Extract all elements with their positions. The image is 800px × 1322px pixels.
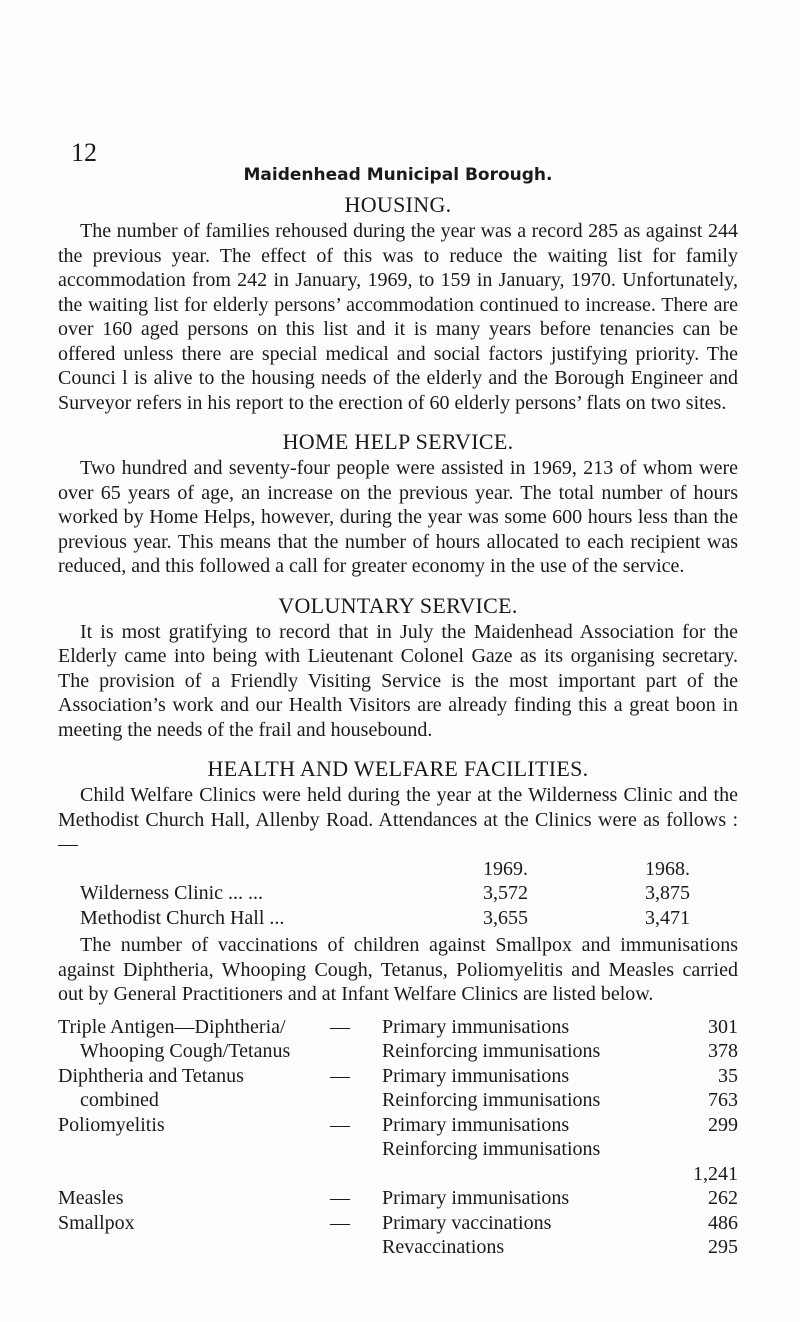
immunisation-count: 262: [708, 1187, 738, 1209]
vaccine-name-cont: combined: [80, 1089, 159, 1111]
section-heading-home-help: HOME HELP SERVICE.: [282, 429, 514, 454]
immunisation-count: 486: [708, 1211, 738, 1234]
immunisation-type: Primary immunisations: [382, 1064, 570, 1087]
immunisation-type: Revaccinations: [382, 1236, 505, 1258]
document-body: [58, 165, 738, 1260]
vaccine-name: Triple Antigen—Diphtheria/: [58, 1015, 286, 1038]
immunisation-count: 295: [708, 1236, 738, 1258]
vaccination-group-smallpox: [58, 1211, 738, 1260]
year-1968-header: 1968.: [645, 857, 690, 880]
attendance-table: [58, 857, 738, 931]
immunisation-type: Reinforcing immunisations: [382, 1040, 601, 1062]
attendance-row: [58, 881, 738, 906]
attendance-1968: 3,875: [645, 882, 690, 904]
dash: —: [330, 1015, 350, 1038]
attendance-header-row: [58, 857, 738, 882]
year-1969-header: 1969.: [483, 857, 528, 880]
immunisation-count: 1,241: [693, 1162, 738, 1185]
immunisation-count: 378: [708, 1040, 738, 1062]
vaccinations-paragraph: The number of vaccinations of children against Smallpox and immunisations against Diphtheria, Whooping Cough, Tetanus, Poliomyelitis and Measles carried out by General Practitioners and at Infant Welfare Clinics are listed below.: [58, 934, 738, 1005]
attendance-row: [58, 906, 738, 931]
dash: —: [330, 1211, 350, 1234]
attendance-1968: 3,471: [645, 906, 690, 929]
voluntary-paragraph: It is most gratifying to record that in July the Maidenhead Association for the Elderly came into being with Lieutenant Colonel Gaze as its organising secretary. The provision of a Friendly Visiting Service is the most important part of the Association’s work and our Health Visitors are already finding this a great boon in meeting the needs of the frail and housebound.: [58, 620, 738, 741]
dash: —: [330, 1113, 350, 1136]
immunisation-count: 763: [708, 1089, 738, 1111]
immunisation-count: 301: [708, 1015, 738, 1038]
home-help-paragraph: Two hundred and seventy-four people were assisted in 1969, 213 of whom were over 65 years of age, an increase on the previous year. The total number of hours worked by Home Helps, however, during the year was some 600 hours less than the previous year. This means that the number of hours allocated to each recipient was reduced, and this followed a call for greater economy in the use of the service.: [58, 457, 738, 577]
page-number: 12: [71, 138, 97, 167]
immunisation-type: Primary immunisations: [382, 1113, 570, 1136]
immunisation-type: Reinforcing immunisations: [382, 1089, 601, 1111]
clinic-name: Wilderness Clinic ... ...: [80, 882, 264, 904]
vaccine-name: Measles: [58, 1187, 124, 1209]
vaccination-group-poliomyelitis: [58, 1113, 738, 1187]
document-title: Maidenhead Municipal Borough.: [243, 165, 553, 185]
clinic-name: Methodist Church Hall ...: [80, 906, 285, 929]
vaccination-list: [58, 1015, 738, 1260]
clinics-paragraph: Child Welfare Clinics were held during the year at the Wilderness Clinic and the Methodist Church Hall, Allenby Road. Attendances at the Clinics were as follows :—: [58, 784, 738, 855]
housing-paragraph: The number of families rehoused during the year was a record 285 as against 244 the previous year. The effect of this was to reduce the waiting list for family accommodation from 242 in January, 1969, to 159 in January, 1970. Unfortunately, the waiting list for elderly persons’ accommodation continued to increase. There are over 160 aged persons on this list and it is many years before tenancies can be offered unless there are special medical and social factors justifying priority. The Counci l is alive to the housing needs of the elderly and the Borough Engineer and Surveyor refers in his report to the erection of 60 elderly persons’ flats on two sites.: [58, 220, 738, 414]
immunisation-count: 299: [708, 1113, 738, 1136]
immunisation-type: Primary immunisations: [382, 1015, 570, 1038]
vaccine-name: Poliomyelitis: [58, 1113, 165, 1136]
attendance-1969: 3,572: [483, 882, 528, 904]
vaccination-group-diphtheria-tetanus: [58, 1064, 738, 1113]
vaccination-group-measles: [58, 1186, 738, 1211]
vaccination-group-triple-antigen: [58, 1015, 738, 1064]
section-heading-housing: HOUSING.: [344, 192, 452, 217]
vaccine-name: Diphtheria and Tetanus: [58, 1064, 244, 1087]
vaccine-name: Smallpox: [58, 1211, 135, 1234]
vaccine-name-cont: Whooping Cough/Tetanus: [80, 1040, 291, 1062]
immunisation-type: Primary vaccinations: [382, 1211, 552, 1234]
section-heading-health-welfare: HEALTH AND WELFARE FACILITIES.: [207, 756, 589, 781]
dash: —: [330, 1064, 350, 1087]
section-heading-voluntary: VOLUNTARY SERVICE.: [278, 592, 518, 618]
immunisation-type: Reinforcing immunisations: [382, 1138, 601, 1160]
dash: —: [330, 1187, 350, 1209]
immunisation-count: 35: [718, 1064, 738, 1087]
attendance-1969: 3,655: [483, 906, 528, 929]
immunisation-type: Primary immunisations: [382, 1187, 570, 1209]
